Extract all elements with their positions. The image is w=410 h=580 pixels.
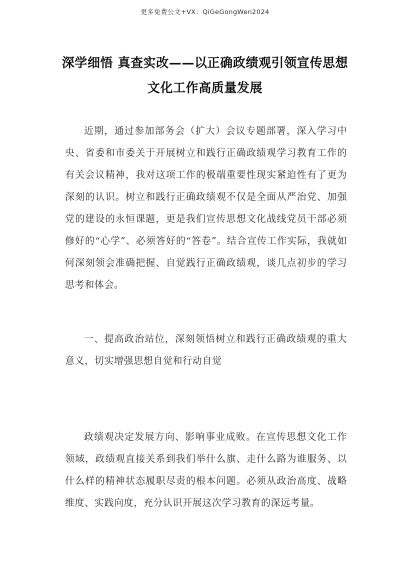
paragraph-section-body bbox=[65, 427, 347, 515]
section-body-text: 政绩观决定发展方向、影响事业成败。在宣传思想文化工作领域，政绩观直接关系到我们举什么旗、走什么路为谁服务、以什么样的精神状态履职尽责的根本问题。必须从政治高度、战略维度、实践向度，充分认识开展这次学习教育的深远考量。 bbox=[65, 432, 347, 509]
header-note: 更多免费公文+VX：QiGeGongWen2024 bbox=[140, 8, 270, 16]
section-heading-text: 一、提高政治站位，深刻领悟树立和践行正确政绩观的重大意义，切实增强思想自觉和行动自觉 bbox=[65, 334, 347, 367]
document-title-line2: 文化工作高质量发展 bbox=[147, 80, 263, 95]
paragraph-section-heading bbox=[65, 329, 347, 373]
paragraph-intro-text: 近期，通过参加部务会（扩大）会议专题部署，深入学习中央、省委和市委关于开展树立和践行正确政绩观学习教育工作的有关会议精神，我对这项工作的极端重要性现实紧迫性有了更为深刻的认识。树立和践行正确政绩观不仅是全面从严治党、加强党的建设的永恒课题，更是我们宣传思想文化战线党员干部必须修好的“心学”、必须答好的“答卷”。结合宣传工作实际，我就如何深刻领会准确把握、自觉践行正确政绩观，谈几点初步的学习思考和体会。 bbox=[65, 126, 347, 291]
paragraph-intro bbox=[65, 121, 347, 297]
document-title-line1: 深学细悟 真查实改——以正确政绩观引领宣传思想 bbox=[61, 55, 349, 70]
